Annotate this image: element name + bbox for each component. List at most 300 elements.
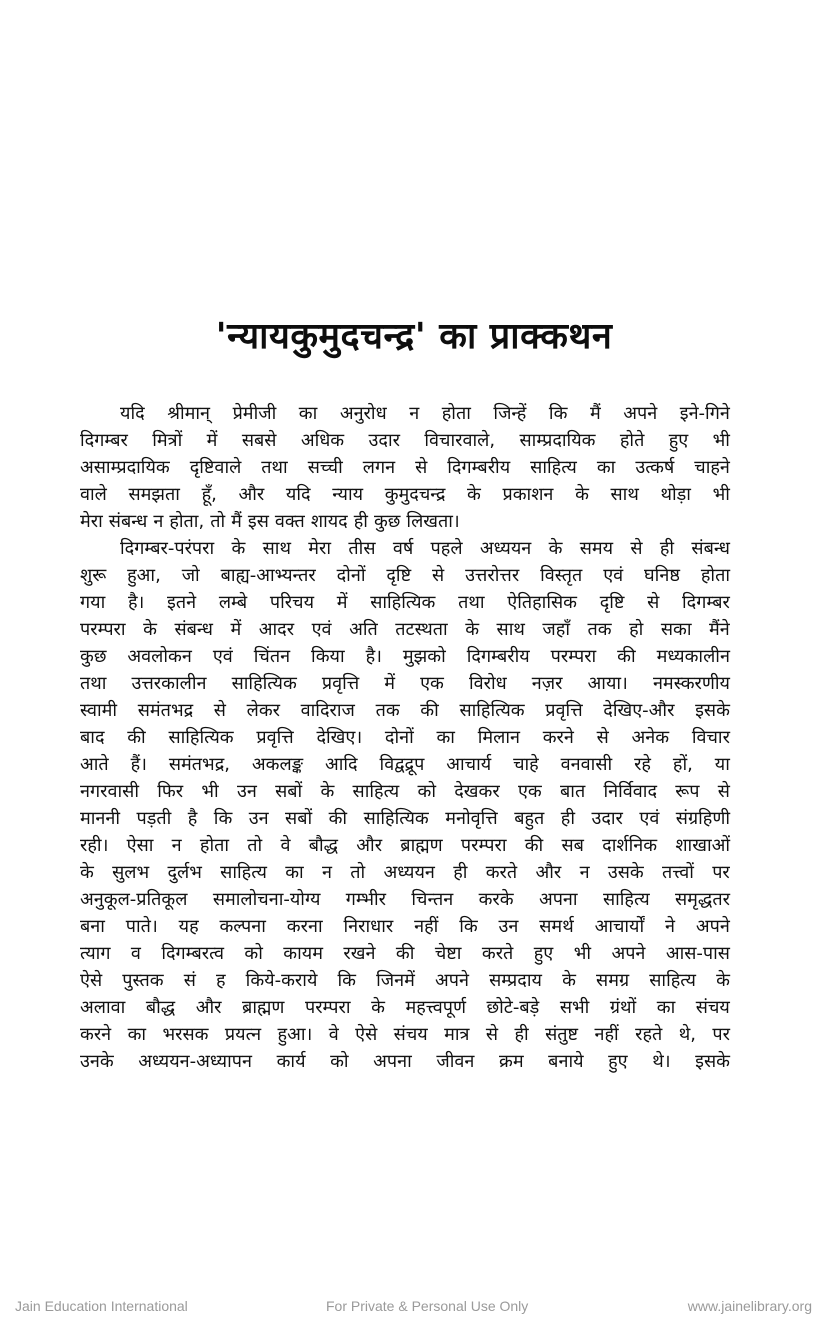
word: सबसे	[241, 430, 277, 451]
word: के	[467, 484, 481, 505]
text-line	[80, 832, 730, 859]
word: आदर	[258, 619, 295, 640]
word: अनुरोध	[339, 403, 387, 424]
word: से	[432, 565, 445, 586]
word: मध्यकालीन	[656, 646, 730, 667]
word: परम्परा	[80, 619, 126, 640]
word: हुए	[668, 430, 689, 451]
word: का	[656, 997, 676, 1018]
word: करते	[481, 943, 514, 964]
word: स्वामी	[80, 700, 118, 721]
word: को	[330, 1051, 349, 1072]
word: रूप	[675, 781, 700, 802]
word: दिगम्बरीय	[466, 646, 530, 667]
word: अनुकूल-प्रतिकूल	[80, 889, 188, 910]
word: बनाये	[548, 1051, 584, 1072]
word: प्रवृत्ति	[256, 727, 294, 748]
word: न	[409, 403, 420, 424]
word: के	[143, 619, 157, 640]
word: छोटे-बड़े	[486, 997, 540, 1018]
word: सबों	[285, 808, 313, 829]
word: परम्परा	[460, 835, 507, 856]
word: के	[465, 619, 480, 640]
word: लम्बे	[218, 592, 248, 613]
word: साहित्यिक	[363, 808, 429, 829]
word: कल्पना	[219, 916, 266, 937]
word: किये-कराये	[245, 970, 318, 991]
word: से	[415, 457, 428, 478]
word: रहते	[635, 1024, 663, 1045]
word: तथा	[458, 592, 485, 613]
word: समालोचना-योग्य	[212, 889, 321, 910]
text-line	[80, 670, 730, 697]
word: कि	[337, 970, 357, 991]
word: कि	[548, 403, 568, 424]
word: न	[153, 511, 164, 532]
word: निर्विवाद	[603, 781, 658, 802]
word: सं	[183, 970, 196, 991]
word: दिगम्बर-परंपरा	[120, 538, 215, 559]
word: रही।	[80, 835, 109, 856]
word: साहित्यिक	[459, 700, 525, 721]
word: दुर्लभ	[167, 862, 202, 883]
word: माननी	[80, 808, 121, 829]
word: जिनमें	[376, 970, 415, 991]
word: कार्य	[276, 1051, 306, 1072]
word: भरसक	[162, 1024, 209, 1045]
word: ग्रंथों	[609, 997, 637, 1018]
word: व	[130, 943, 141, 964]
body-text	[80, 400, 730, 1075]
word: श्रीमान्	[167, 403, 211, 424]
text-line	[80, 751, 730, 778]
text-line	[80, 427, 730, 454]
word: घनिष्ठ	[644, 565, 680, 586]
word: जहाँ	[542, 619, 570, 640]
text-line	[80, 778, 730, 805]
word: पहले	[430, 538, 463, 559]
word: पाते।	[125, 916, 158, 937]
text-line	[80, 1021, 730, 1048]
word: सम्प्रदाय	[489, 970, 542, 991]
word: मुझको	[402, 646, 446, 667]
word: जीवन	[436, 1051, 475, 1072]
word: थोड़ा	[660, 484, 691, 505]
word: करने	[80, 1024, 112, 1045]
word: भी	[712, 484, 730, 505]
word: मात्र	[444, 1024, 470, 1045]
text-line	[80, 859, 730, 886]
word: रहे	[634, 754, 651, 775]
text-line	[80, 886, 730, 913]
word: सबों	[275, 781, 303, 802]
word: यदि	[285, 484, 311, 505]
word: आदि	[325, 754, 358, 775]
word: उनके	[80, 1051, 114, 1072]
word: समृद्धतर	[675, 889, 730, 910]
word: एवं	[311, 619, 332, 640]
word: तक	[375, 700, 400, 721]
word: तीस	[348, 538, 376, 559]
word: का	[596, 457, 616, 478]
word: से	[596, 727, 609, 748]
word: विचार	[691, 727, 730, 748]
word: बाद	[80, 727, 105, 748]
word: एक	[420, 673, 444, 694]
text-line	[80, 616, 730, 643]
word: साहित्य	[352, 781, 400, 802]
word: के	[371, 997, 385, 1018]
word: नहीं	[414, 916, 439, 937]
word: हूँ,	[201, 484, 217, 505]
word: पड़ती	[136, 808, 172, 829]
word: न	[321, 862, 332, 883]
word: वर्ष	[392, 538, 414, 559]
word: यह	[178, 916, 199, 937]
word: प्रयत्न	[224, 1024, 262, 1045]
word: की	[395, 943, 415, 964]
word: मैंने	[709, 619, 730, 640]
text-line	[80, 535, 730, 562]
footer-usage-note: For Private & Personal Use Only	[326, 1298, 529, 1314]
word: से	[213, 700, 226, 721]
text-line	[80, 724, 730, 751]
word: से	[717, 781, 730, 802]
word: जो	[181, 565, 200, 586]
word: अनेक	[631, 727, 670, 748]
word: की	[524, 835, 544, 856]
word: उन	[498, 916, 519, 937]
word: अध्ययन-अध्यापन	[138, 1051, 252, 1072]
word: इसके	[695, 1051, 730, 1072]
word: के	[320, 781, 335, 802]
word: हों,	[672, 754, 693, 775]
word: वादिराज	[300, 700, 355, 721]
word: एक	[517, 781, 542, 802]
word: ह	[215, 970, 226, 991]
word: समंतभद्र	[137, 700, 194, 721]
word: उत्कर्ष	[635, 457, 675, 478]
word: कुछ	[373, 511, 401, 532]
word: सच्ची	[307, 457, 343, 478]
word: का	[127, 1024, 147, 1045]
text-line	[80, 562, 730, 589]
word: साहित्यिक	[370, 592, 436, 613]
word: साथ	[262, 538, 291, 559]
word: दोनों	[384, 727, 414, 748]
word: देखिए।	[316, 727, 363, 748]
word: विचारवाले,	[424, 430, 496, 451]
word: की	[420, 700, 439, 721]
word: ही	[353, 511, 368, 532]
word: अपने	[435, 970, 470, 991]
word: से	[647, 592, 660, 613]
word: होता	[441, 403, 471, 424]
word: दृष्टि	[599, 592, 625, 613]
word: अपना	[538, 889, 578, 910]
word: अति	[349, 619, 378, 640]
word: और	[535, 862, 562, 883]
word: मेरा	[80, 511, 103, 532]
text-line	[80, 508, 730, 535]
word: उसके	[607, 862, 644, 883]
word: दृष्टि	[386, 565, 412, 586]
word: उत्तरोत्तर	[465, 565, 520, 586]
word: त्याग	[80, 943, 111, 964]
word: में	[206, 430, 218, 451]
word: दिगम्बरत्व	[161, 943, 224, 964]
word: अध्ययन	[383, 862, 435, 883]
word: तटस्थता	[395, 619, 448, 640]
word: चाहे	[513, 754, 539, 775]
word: मित्रों	[152, 430, 183, 451]
word: इने-गिने	[679, 403, 730, 424]
word: तो	[210, 511, 226, 532]
word: गम्भीर	[345, 889, 387, 910]
text-line	[80, 481, 730, 508]
word: हुए	[533, 943, 554, 964]
word: के	[80, 862, 94, 883]
word: ऐसा	[126, 835, 154, 856]
word: मिलान	[477, 727, 520, 748]
word: के	[231, 538, 246, 559]
word: दिगम्बरीय	[447, 457, 511, 478]
text-line	[80, 697, 730, 724]
word: साहित्यिक	[231, 673, 297, 694]
word: शुरू	[80, 565, 107, 586]
word: इतने	[167, 592, 197, 613]
text-line	[80, 940, 730, 967]
word: संबन्ध	[174, 619, 213, 640]
word: बौद्ध	[308, 835, 339, 856]
word: इसके	[695, 700, 730, 721]
word: निराधार	[343, 916, 394, 937]
word: है।	[365, 646, 382, 667]
word: आते	[80, 754, 109, 775]
word: उन	[248, 808, 269, 829]
word: साम्प्रदायिक	[519, 430, 596, 451]
word: समंतभद्र,	[168, 754, 230, 775]
word: देखिए-और	[603, 700, 675, 721]
word: दोनों	[336, 565, 366, 586]
word: भी	[201, 781, 219, 802]
word: परिचय	[269, 592, 315, 613]
word: उत्तरकालीन	[131, 673, 207, 694]
word: परम्परा	[550, 646, 597, 667]
word: अपने	[695, 916, 730, 937]
word: कायम	[283, 943, 323, 964]
word: कुछ	[80, 646, 107, 667]
word: भी	[573, 943, 592, 964]
word: नज़र	[531, 673, 563, 694]
word: प्रवृत्ति	[321, 673, 360, 694]
word: विरोध	[468, 673, 507, 694]
word: होता,	[169, 511, 205, 532]
word: अलावा	[80, 997, 126, 1018]
word: लेकर	[246, 700, 280, 721]
word: समझता	[128, 484, 180, 505]
word: और	[195, 997, 222, 1018]
word: न	[579, 862, 590, 883]
word: लिखता।	[406, 511, 460, 532]
word: अकलङ्क	[251, 754, 304, 775]
word: वे	[328, 1024, 339, 1045]
text-line	[80, 1048, 730, 1075]
word: वाले	[80, 484, 107, 505]
word: बहुत	[514, 808, 545, 829]
word: आचार्यों	[594, 916, 645, 937]
word: वे	[280, 835, 291, 856]
word: साहित्यिक	[168, 727, 234, 748]
word: वक्त	[274, 511, 305, 532]
word: बना	[80, 916, 105, 937]
word: बौद्ध	[145, 997, 176, 1018]
text-line	[80, 994, 730, 1021]
word: अध्ययन	[479, 538, 532, 559]
text-line	[80, 643, 730, 670]
word: से	[630, 538, 643, 559]
word: संचय	[695, 997, 730, 1018]
word: चाहने	[694, 457, 730, 478]
word: ब्राह्मण	[400, 835, 443, 856]
word: से	[485, 1024, 499, 1045]
text-line	[80, 967, 730, 994]
word: हुआ।	[277, 1024, 313, 1045]
word: दिगम्बर	[80, 430, 128, 451]
word: ने	[665, 916, 676, 937]
word: में	[384, 673, 396, 694]
word: संबन्ध	[108, 511, 148, 532]
word: महत्त्वपूर्ण	[405, 997, 466, 1018]
word: दार्शनिक	[602, 835, 658, 856]
word: न	[171, 835, 182, 856]
word: चेष्टा	[434, 943, 462, 964]
footer	[0, 1298, 828, 1318]
text-line	[80, 589, 730, 616]
word: होते	[619, 430, 645, 451]
word: तथा	[80, 673, 107, 694]
word: जिन्हें	[493, 403, 527, 424]
word: किया	[311, 646, 345, 667]
footer-publisher: Jain Education International	[15, 1298, 188, 1314]
word: एवं	[212, 646, 233, 667]
word: प्रवृत्ति	[545, 700, 583, 721]
word: साथ	[496, 619, 525, 640]
word: इस	[247, 511, 269, 532]
word: तत्त्वों	[662, 862, 694, 883]
word: एवं	[603, 565, 624, 586]
word: पर	[712, 862, 730, 883]
word: हो	[629, 619, 644, 640]
word: समग्र	[596, 970, 630, 991]
word: करके	[478, 889, 514, 910]
word: समर्थ	[539, 916, 574, 937]
word: विस्तृत	[540, 565, 583, 586]
word: सुलभ	[112, 862, 150, 883]
word: ब्राह्मण	[242, 997, 285, 1018]
word: एवं	[639, 808, 660, 829]
word: अधिक	[300, 430, 345, 451]
word: करना	[286, 916, 323, 937]
text-line	[80, 400, 730, 427]
word: है	[187, 808, 198, 829]
word: संतुष्ट	[545, 1024, 579, 1045]
word: संबन्ध	[691, 538, 730, 559]
word: ही	[659, 538, 675, 559]
word: विद्वद्रूप	[379, 754, 425, 775]
word: के	[548, 538, 563, 559]
word: के	[575, 484, 589, 505]
word: और	[356, 835, 383, 856]
word: कुमुदचन्द्र	[384, 484, 446, 505]
word: की	[328, 808, 348, 829]
word: हैं।	[130, 754, 147, 775]
word: सब	[561, 835, 584, 856]
word: नहीं	[594, 1024, 619, 1045]
word: का	[285, 862, 304, 883]
word: परम्परा	[304, 997, 351, 1018]
word: हुए	[608, 1051, 628, 1072]
word: बाह्य-आभ्यन्तर	[220, 565, 316, 586]
word: आस-पास	[665, 943, 730, 964]
word: प्रेमीजी	[232, 403, 277, 424]
word: ऐसे	[355, 1024, 378, 1045]
word: साहित्य	[220, 862, 267, 883]
word: आचार्य	[446, 754, 492, 775]
word: अपने	[611, 943, 646, 964]
word: करते	[485, 862, 518, 883]
word: सका	[660, 619, 692, 640]
word: समय	[579, 538, 614, 559]
word: के	[716, 970, 730, 991]
word: असाम्प्रदायिक	[80, 457, 170, 478]
word: अवलोकन	[127, 646, 192, 667]
text-line	[80, 805, 730, 832]
word: थे,	[678, 1024, 696, 1045]
word: उदार	[368, 430, 400, 451]
word: आया।	[587, 673, 628, 694]
word: की	[127, 727, 146, 748]
word: क्रम	[499, 1051, 524, 1072]
word: प्रकाशन	[502, 484, 554, 505]
word: या	[714, 754, 730, 775]
word: दृष्टिवाले	[189, 457, 242, 478]
word: नगरवासी	[80, 781, 139, 802]
word: में	[230, 619, 242, 640]
word: संग्रहिणी	[675, 808, 730, 829]
word: ही	[453, 862, 468, 883]
word: न्याय	[332, 484, 364, 505]
word: देखकर	[454, 781, 500, 802]
word: ही	[560, 808, 575, 829]
word: वनवासी	[560, 754, 613, 775]
text-line	[80, 454, 730, 481]
word: होता	[199, 835, 230, 856]
word: तो	[247, 835, 263, 856]
word: साहित्य	[649, 970, 696, 991]
word: चिंतन	[253, 646, 291, 667]
word: दिगम्बर	[682, 592, 730, 613]
word: चिन्तन	[411, 889, 454, 910]
word: संचय	[393, 1024, 428, 1045]
word: यदि	[120, 403, 145, 424]
word: फिर	[157, 781, 184, 802]
word: सभी	[559, 997, 590, 1018]
word: गया	[80, 592, 106, 613]
footer-website-link[interactable]: www.jainelibrary.org	[687, 1298, 812, 1314]
word: हुआ,	[127, 565, 161, 586]
text-line	[80, 913, 730, 940]
